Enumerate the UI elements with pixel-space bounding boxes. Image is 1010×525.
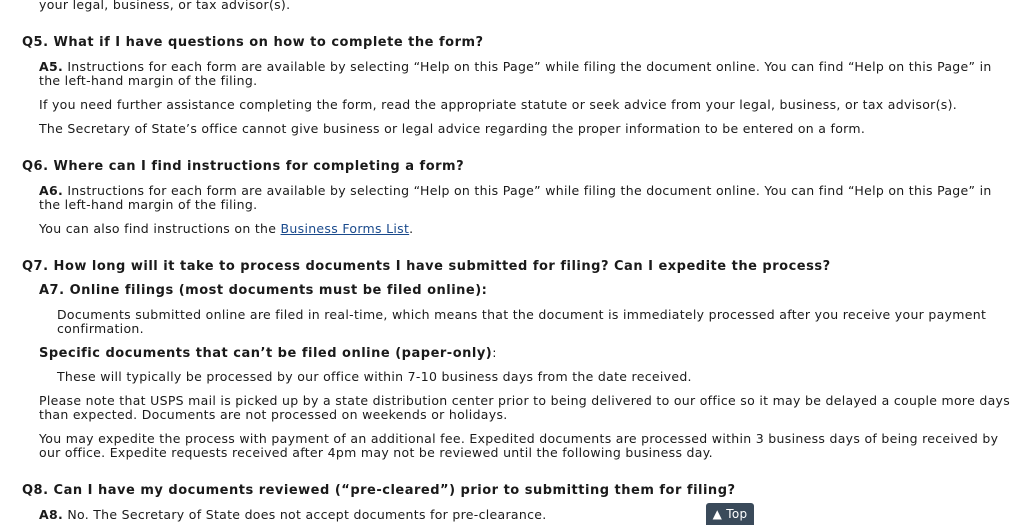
body-text: than expected. Documents are not processed on weekends or holidays. — [39, 407, 508, 422]
subheading-online: A7. Online filings (most documents must be filed online): — [39, 283, 488, 298]
body-text: Documents submitted online are filed in real-time, which means that the document is immediately processed after you receive your payment — [57, 307, 987, 322]
subheading-paper — [39, 344, 497, 363]
body-text: your legal, business, or tax advisor(s). — [39, 0, 291, 12]
body-text: You may expedite the process with payment of an additional fee. Expedited documents are processed within 3 business days of being received by — [39, 431, 999, 446]
colon: : — [492, 345, 497, 360]
answer-text: Instructions for each form are available by selecting “Help on this Page” while filing the document online. You can find “Help on this Page” in — [67, 183, 992, 198]
question-q7: Q7. How long will it take to process documents I have submitted for filing? Can I expedite the process? — [22, 259, 831, 274]
question-q5: Q5. What if I have questions on how to complete the form? — [22, 35, 484, 50]
body-text: our office. Expedite requests received after 4pm may not be reviewed until the following business day. — [39, 445, 713, 460]
body-text: Please note that USPS mail is picked up by a state distribution center prior to being delivered to our office so it may be delayed a couple more days — [39, 393, 1010, 408]
question-q6: Q6. Where can I find instructions for completing a form? — [22, 159, 465, 174]
body-text: If you need further assistance completing the form, read the appropriate statute or seek advice from your legal, business, or tax advisor(s). — [39, 97, 958, 112]
answer-text: No. The Secretary of State does not accept documents for pre-clearance. — [67, 507, 547, 522]
body-text: confirmation. — [57, 321, 144, 336]
period: . — [409, 221, 414, 236]
answer-label: A6. — [39, 183, 64, 198]
answer-label: A8. — [39, 507, 64, 522]
question-q8: Q8. Can I have my documents reviewed (“pre-cleared”) prior to submitting them for filing? — [22, 483, 736, 498]
business-forms-list-link[interactable]: Business Forms List — [280, 221, 410, 236]
body-text — [39, 220, 413, 238]
body-text: You can also find instructions on the — [39, 221, 277, 236]
subheading-text: Specific documents that can’t be filed online (paper-only) — [39, 346, 493, 361]
answer-label: A5. — [39, 59, 64, 74]
answer-text: the left-hand margin of the filing. — [39, 197, 258, 212]
answer-a8 — [39, 506, 547, 524]
body-text: These will typically be processed by our office within 7-10 business days from the date received. — [57, 369, 692, 384]
top-label: Top — [726, 507, 748, 521]
chevron-up-icon: ▲ — [712, 507, 723, 521]
back-to-top-button[interactable] — [706, 503, 754, 525]
answer-text: Instructions for each form are available by selecting “Help on this Page” while filing the document online. You can find “Help on this Page” in — [67, 59, 992, 74]
body-text: The Secretary of State’s office cannot give business or legal advice regarding the proper information to be entered on a form. — [39, 121, 866, 136]
answer-text: the left-hand margin of the filing. — [39, 73, 258, 88]
